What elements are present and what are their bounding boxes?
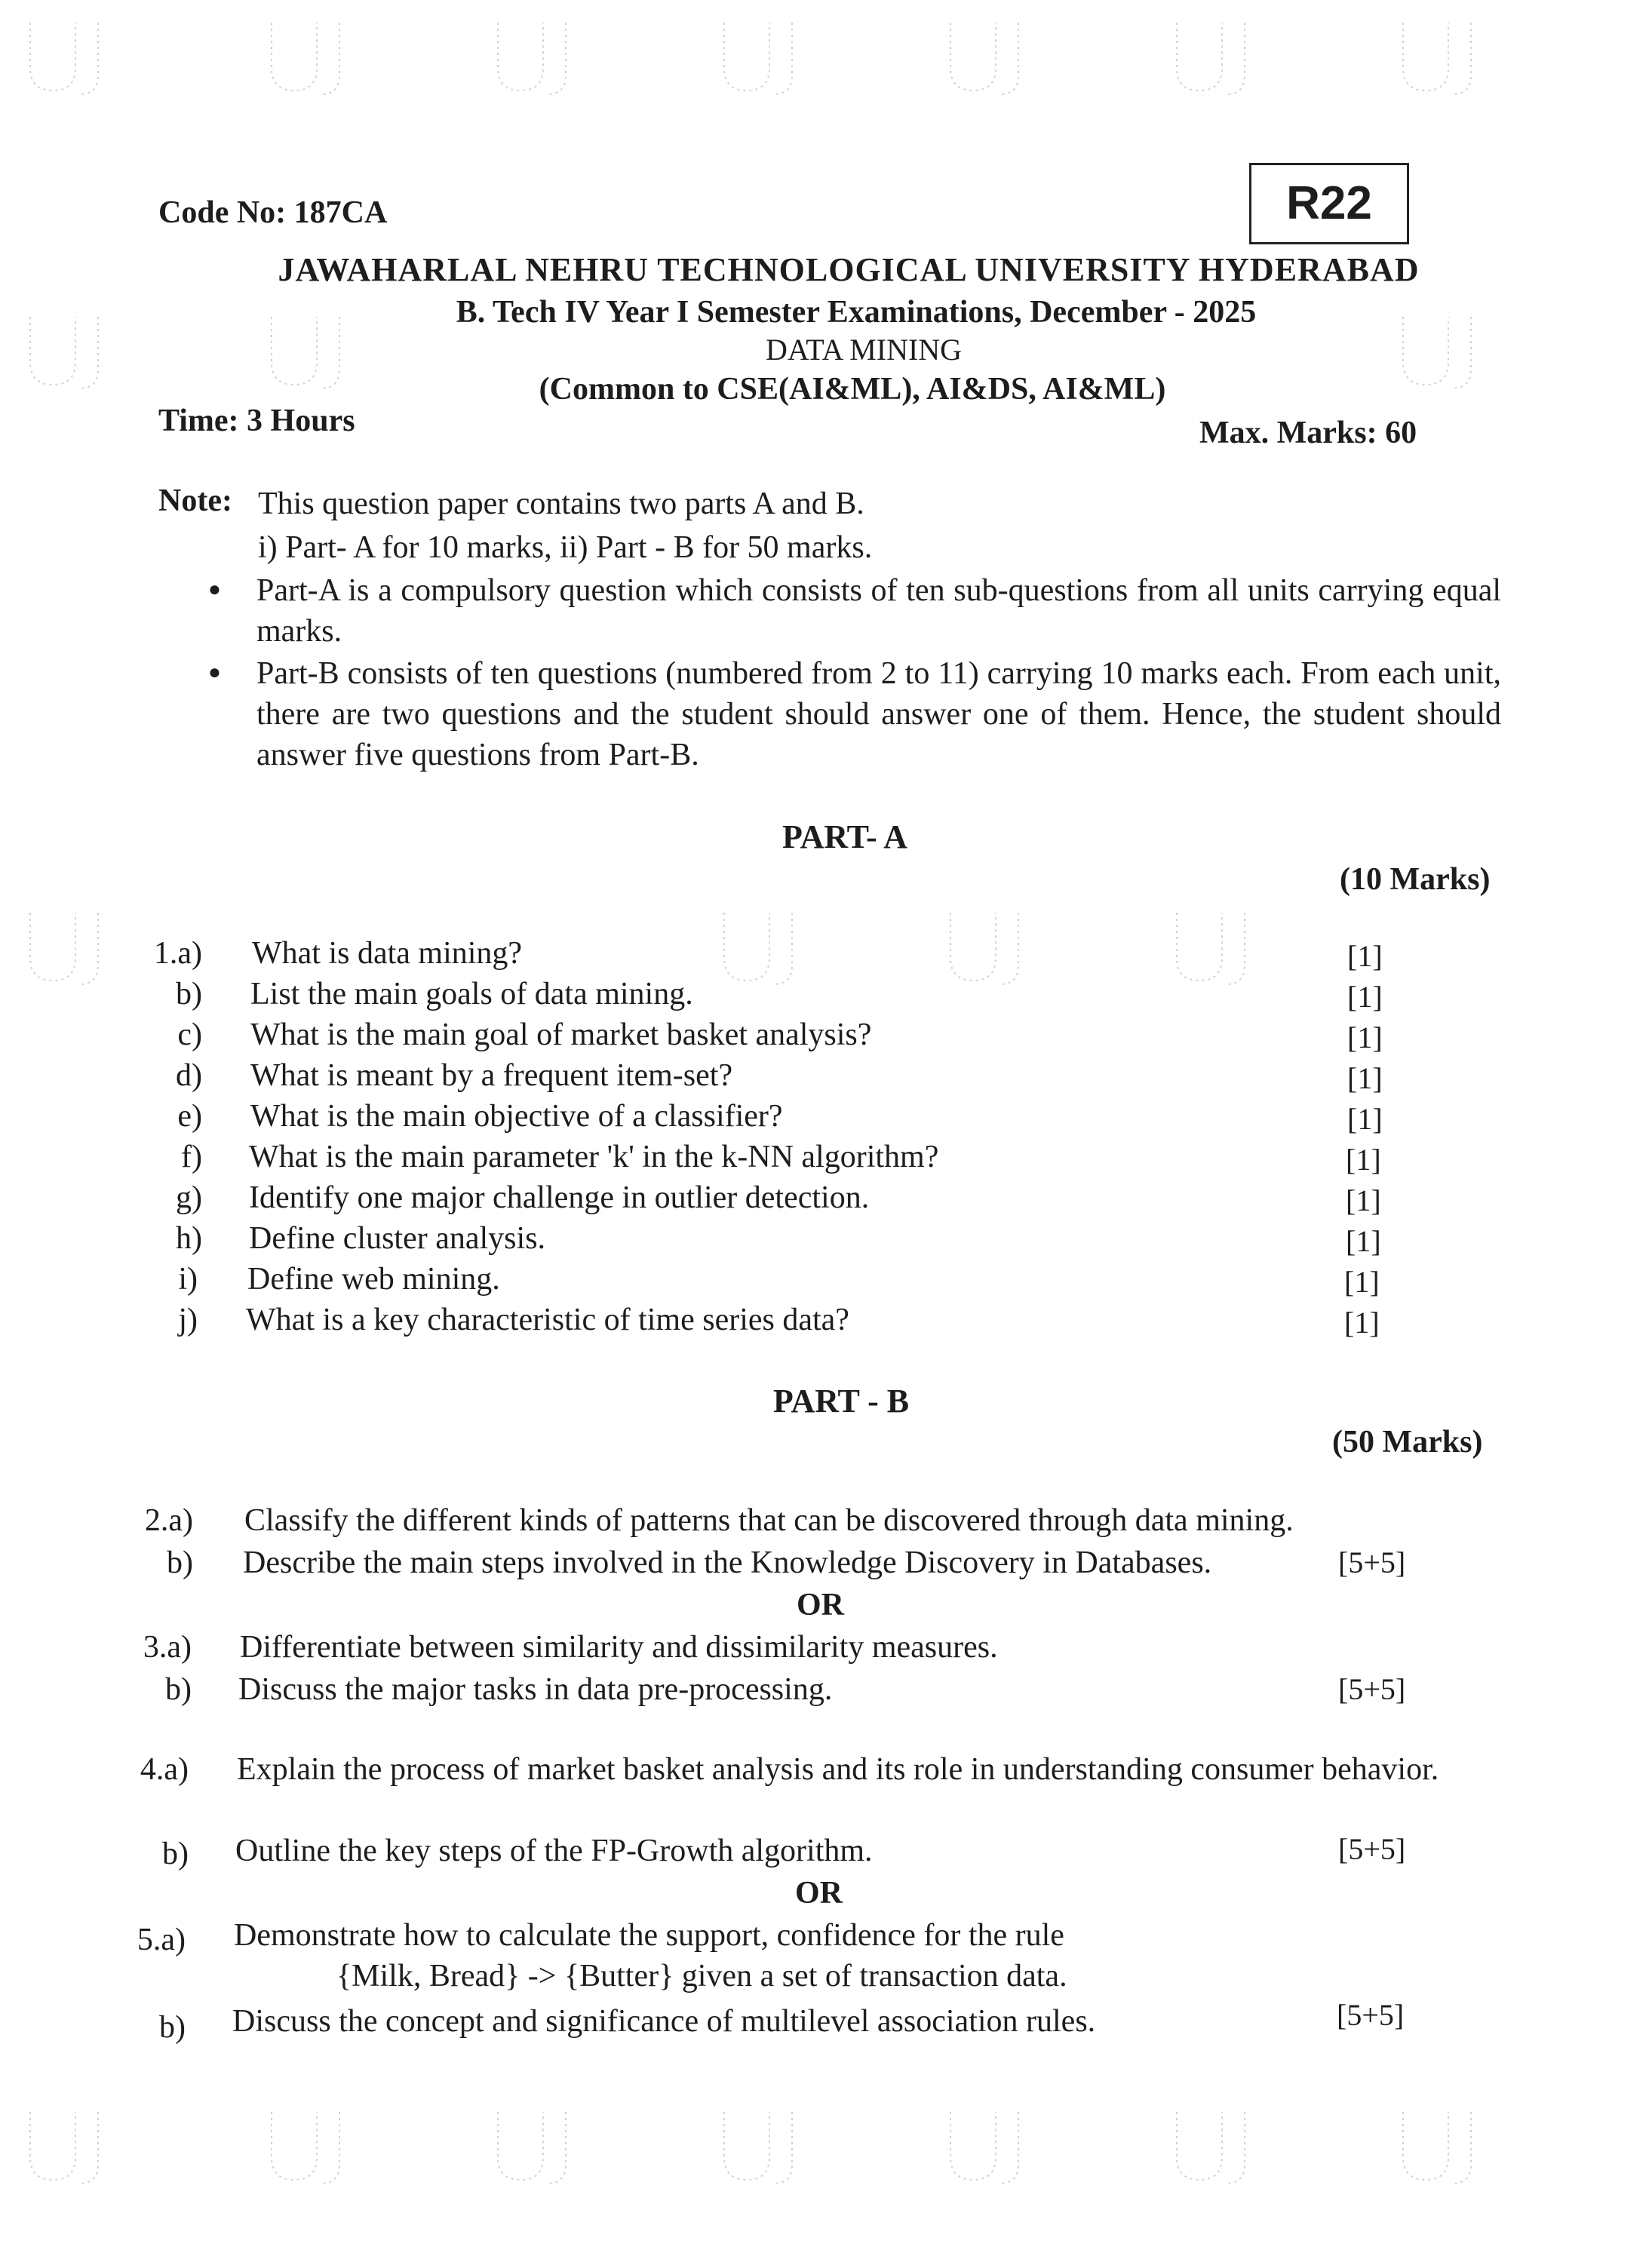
question-text: Demonstrate how to calculate the support, confidence for the rule — [234, 1918, 1064, 1953]
question-mark: [5+5] — [1338, 1672, 1406, 1706]
question-number: e) — [177, 1099, 202, 1134]
question-mark: [1] — [1346, 1224, 1381, 1258]
part-a-title: PART- A — [782, 818, 907, 855]
question-mark: [1] — [1347, 1102, 1383, 1136]
university-name: JAWAHARLAL NEHRU TECHNOLOGICAL UNIVERSITY HYDERABAD — [278, 251, 1420, 288]
note-bullet-2: Part-B consists of ten questions (numbered from 2 to 11) carrying 10 marks each. From each unit, there are two questions and the student should answer one of them. Hence, the student should answer five questions from Part-B. — [256, 656, 1501, 772]
code-number: Code No: 187CA — [158, 195, 388, 230]
part-b-marks: (50 Marks) — [1332, 1425, 1483, 1459]
question-number: j) — [178, 1303, 198, 1337]
question-number: 3.a) — [143, 1630, 192, 1665]
question-number: 2.a) — [144, 1503, 193, 1538]
question-mark: [5+5] — [1338, 1545, 1406, 1579]
question-number: 5.a) — [137, 1923, 186, 1957]
question-mark: [5+5] — [1338, 1832, 1406, 1866]
question-text: What is a key characteristic of time series data? — [246, 1303, 849, 1337]
question-number: 4.a) — [140, 1752, 189, 1787]
part-b-title: PART - B — [772, 1383, 910, 1420]
subject-title: DATA MINING — [765, 333, 963, 367]
question-number: i) — [178, 1262, 198, 1297]
question-mark: [1] — [1347, 939, 1383, 973]
question-text: List the main goals of data mining. — [250, 977, 693, 1011]
or-divider: OR — [797, 1588, 844, 1622]
question-mark: [1] — [1346, 1183, 1381, 1217]
question-number: g) — [176, 1180, 202, 1215]
question-mark: [1] — [1347, 1021, 1383, 1054]
note-bullet-1: Part-A is a compulsory question which consists of ten sub-questions from all units carrying equal marks. — [256, 573, 1501, 649]
question-text: Outline the key steps of the FP-Growth algorithm. — [235, 1834, 873, 1868]
or-divider: OR — [795, 1876, 843, 1911]
question-mark: [5+5] — [1337, 1998, 1405, 2032]
question-number: d) — [176, 1058, 202, 1093]
question-text: Discuss the concept and significance of multilevel association rules. — [232, 2004, 1096, 2039]
regulation-badge: R22 — [1249, 163, 1409, 244]
question-text: Define web mining. — [247, 1262, 500, 1297]
note-line-1: This question paper contains two parts A and B. — [258, 486, 864, 521]
exam-title: B. Tech IV Year I Semester Examinations, December - 2025 — [456, 295, 1257, 330]
question-text: Explain the process of market basket analysis and its role in understanding consumer behavior. — [237, 1752, 1439, 1787]
question-number: 1.a) — [153, 936, 202, 971]
question-mark: [1] — [1347, 980, 1383, 1014]
question-text: What is data mining? — [252, 936, 523, 971]
question-number: h) — [176, 1221, 202, 1256]
bullet-icon: ● — [208, 661, 221, 684]
question-text: What is the main goal of market basket analysis? — [250, 1017, 872, 1052]
question-number: b) — [165, 1672, 192, 1707]
bullet-icon: ● — [208, 578, 221, 601]
question-mark: [1] — [1346, 1143, 1381, 1177]
note-label: Note: — [158, 483, 232, 518]
exam-time: Time: 3 Hours — [158, 404, 355, 438]
question-text-continued: {Milk, Bread} -> {Butter} given a set of transaction data. — [336, 1959, 1067, 1993]
watermark-row-middle — [0, 898, 1652, 996]
question-text: What is the main parameter 'k' in the k-NN algorithm? — [249, 1140, 939, 1174]
question-number: b) — [176, 977, 202, 1011]
question-number: c) — [177, 1017, 202, 1052]
max-marks: Max. Marks: 60 — [1199, 416, 1417, 450]
question-text: What is the main objective of a classifier? — [250, 1099, 783, 1134]
question-number: f) — [181, 1140, 202, 1174]
question-number: b) — [159, 2010, 186, 2045]
question-text: Discuss the major tasks in data pre-processing. — [238, 1672, 833, 1707]
question-text: Describe the main steps involved in the Knowledge Discovery in Databases. — [243, 1545, 1212, 1580]
question-text: Differentiate between similarity and dissimilarity measures. — [240, 1630, 998, 1665]
question-mark: [1] — [1344, 1265, 1380, 1299]
note-line-2: i) Part- A for 10 marks, ii) Part - B for 50 marks. — [258, 530, 873, 565]
question-text: Classify the different kinds of patterns that can be discovered through data mining. — [244, 1503, 1294, 1538]
question-text: What is meant by a frequent item-set? — [250, 1058, 733, 1093]
question-text: Define cluster analysis. — [249, 1221, 546, 1256]
question-text: Identify one major challenge in outlier detection. — [249, 1180, 870, 1215]
part-a-marks: (10 Marks) — [1340, 862, 1491, 897]
question-number: b) — [167, 1545, 193, 1580]
watermark-row-bottom — [0, 2097, 1652, 2195]
question-number: b) — [162, 1837, 189, 1871]
common-to: (Common to CSE(AI&ML), AI&DS, AI&ML) — [539, 372, 1166, 407]
watermark-row-top — [0, 8, 1652, 106]
question-mark: [1] — [1344, 1306, 1380, 1340]
question-mark: [1] — [1347, 1061, 1383, 1095]
